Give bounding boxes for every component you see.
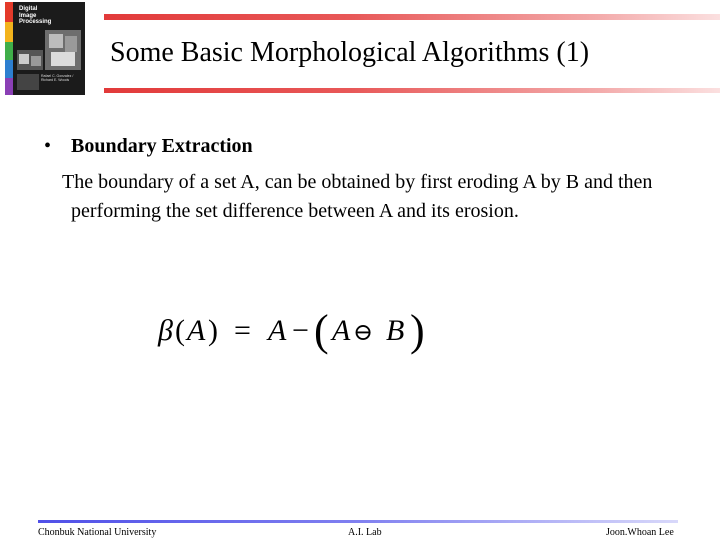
formula-minus: −: [292, 314, 309, 347]
book-title-line: Image: [19, 12, 37, 19]
book-cover-title: [19, 6, 79, 26]
footer-rule: [38, 520, 678, 523]
boundary-formula: [150, 300, 450, 360]
formula-erosion-operator: ⊖: [353, 320, 374, 346]
book-cover-authors: Rafael C. Gonzalez / Richard E. Woods: [41, 74, 74, 82]
footer-university: Chonbuk National University: [38, 527, 157, 538]
bullet-heading: Boundary Extraction: [71, 135, 253, 157]
book-title-line: Processing: [19, 19, 52, 25]
footer-author: Joon.Whoan Lee: [606, 527, 674, 538]
formula-big-close-paren: ): [410, 306, 425, 355]
formula-open-paren: (: [175, 314, 185, 347]
formula-inner-a: A: [332, 314, 351, 347]
formula-beta: β: [158, 314, 173, 347]
bullet-marker: •: [44, 135, 52, 157]
formula-big-open-paren: (: [314, 306, 329, 355]
title-rule-top: [104, 14, 720, 20]
formula-set-a: A: [268, 314, 287, 347]
formula-arg-a: A: [187, 314, 206, 347]
formula-equals: =: [234, 314, 251, 347]
footer-lab: A.I. Lab: [348, 527, 382, 538]
slide-title: Some Basic Morphological Algorithms (1): [110, 37, 590, 68]
bullet-body-text: The boundary of a set A, can be obtained by first eroding A by B and then performing the set difference between A and its erosion.: [62, 171, 653, 222]
title-rule-bottom: [104, 88, 720, 93]
formula-inner-b: B: [386, 314, 405, 347]
book-title-line: Digital: [19, 6, 38, 12]
formula-close-paren: ): [208, 314, 218, 347]
book-cover-image: [5, 2, 85, 95]
